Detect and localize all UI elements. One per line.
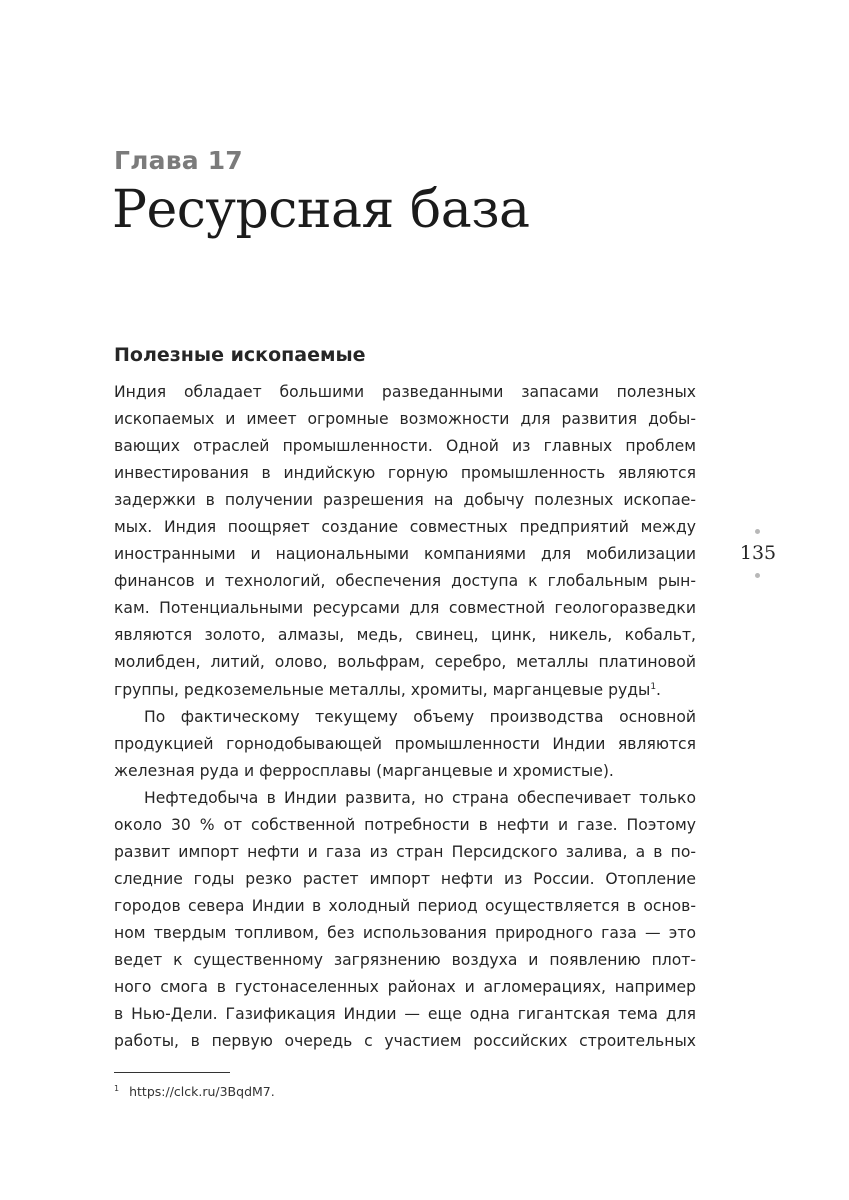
paragraph-line-text: группы, редкоземельные металлы, хромиты, марганцевые руды [114, 680, 651, 699]
paragraph-line: ископаемых и имеет огромные возможности для развития добы- [114, 410, 696, 429]
paragraph-line: кам. Потенциальными ресурсами для совместной геологоразведки [114, 599, 696, 618]
paragraph-line: финансов и технологий, обеспечения доступа к глобальным рын- [114, 572, 696, 591]
paragraph-line: работы, в первую очередь с участием российских строительных [114, 1032, 696, 1051]
paragraph-line: железная руда и ферросплавы (марганцевые и хромистые). [114, 761, 614, 780]
paragraph-line: городов севера Индии в холодный период осуществляется в основ- [114, 896, 696, 915]
body-text [114, 379, 696, 1055]
paragraph-line: следние годы резко растет импорт нефти из России. Отопление [114, 869, 696, 888]
paragraph-line: в Нью-Дели. Газификация Индии — еще одна гигантская тема для [114, 1005, 696, 1024]
paragraph-line: около 30 % от собственной потребности в нефти и газе. Поэтому [114, 815, 696, 834]
paragraph-line: ном твердым топливом, без использования природного газа — это [114, 923, 696, 942]
paragraph-line: ведет к существенному загрязнению воздуха и появлению плот- [114, 950, 696, 969]
paragraph-line: продукцией горнодобывающей промышленности Индии являются [114, 734, 696, 753]
paragraph-line: задержки в получении разрешения на добычу полезных ископае- [114, 491, 696, 510]
page-number-dot-top [755, 529, 760, 534]
chapter-title: Ресурсная база [112, 180, 530, 240]
page-number: 135 [739, 542, 777, 564]
paragraph-line: По фактическому текущему объему производства основной [144, 707, 696, 726]
paragraph-line: ного смога в густонаселенных районах и агломерациях, например [114, 978, 696, 997]
paragraph-line: Нефтедобыча в Индии развита, но страна обеспечивает только [144, 788, 696, 807]
paragraph-line: вающих отраслей промышленности. Одной из главных проблем [114, 437, 696, 456]
page-number-dot-bottom [755, 573, 760, 578]
footnote-divider [114, 1072, 230, 1073]
paragraph-line-with-footnote: группы, редкоземельные металлы, хромиты, марганцевые руды$^1$. [114, 680, 662, 699]
paragraph-line: молибден, литий, олово, вольфрам, серебро, металлы платиновой [114, 653, 696, 672]
chapter-label: Глава 17 [114, 146, 243, 175]
footnote-marker: 1 [114, 1084, 120, 1093]
section-title: Полезные ископаемые [114, 344, 366, 366]
paragraph-line: являются золото, алмазы, медь, свинец, цинк, никель, кобальт, [114, 626, 696, 645]
footnote-reference[interactable]: 1 [650, 681, 657, 692]
footnote-link[interactable]: https://clck.ru/3BqdM7. [129, 1084, 275, 1099]
paragraph-line: мых. Индия поощряет создание совместных предприятий между [114, 518, 696, 537]
paragraph-line: иностранными и национальными компаниями для мобилизации [114, 545, 696, 564]
paragraph-line: развит импорт нефти и газа из стран Персидского залива, а в по- [114, 842, 696, 861]
paragraph-line: Индия обладает большими разведанными запасами полезных [114, 383, 696, 401]
footnote [114, 1084, 275, 1099]
paragraph-line: инвестирования в индийскую горную промышленность являются [114, 464, 696, 483]
